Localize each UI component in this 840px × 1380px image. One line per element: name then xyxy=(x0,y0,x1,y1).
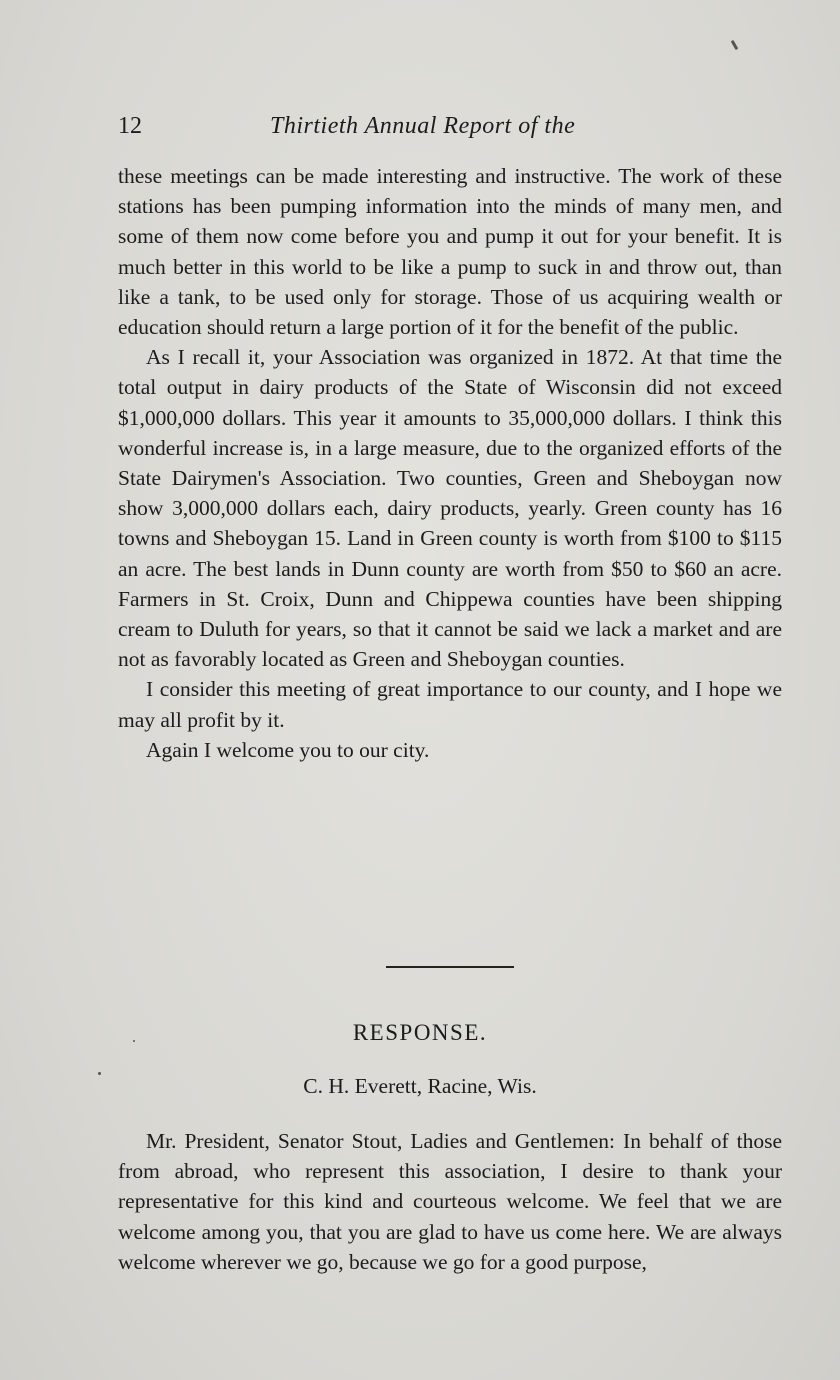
running-head xyxy=(118,108,718,144)
paragraph-4: Again I welcome you to our city. xyxy=(146,737,430,762)
body-text xyxy=(118,161,782,765)
ink-speck xyxy=(731,40,739,50)
page-number: 12 xyxy=(118,113,142,139)
section-heading: RESPONSE. xyxy=(352,1020,488,1045)
ink-speck xyxy=(98,1072,101,1075)
paragraph-2: As I recall it, your Association was organized in 1872. At that time the total output in dairy products of the State of Wisconsin did not exceed $1,000,000 dollars. This year it amounts to 35,000,000 dollars. I think this wonderful increase is, in a large measure, due to the organized efforts of the State Dairymen's Association. Two counties, Green and Sheboygan now show 3,000,000 dollars each, dairy products, yearly. Green county has 16 towns and Sheboygan 15. Land in Green county is worth from $100 to $115 an acre. The best lands in Dunn county are worth from $50 to $60 an acre. Farmers in St. Croix, Dunn and Chippewa counties have been shipping cream to Duluth for years, so that it cannot be said we lack a market and are not as favorably located as Green and Sheboygan counties. xyxy=(118,345,782,672)
response-text xyxy=(118,1126,782,1277)
byline: C. H. Everett, Racine, Wis. xyxy=(303,1074,537,1098)
paragraph-1: these meetings can be made interesting and instructive. The work of these stations has been pumping information into the minds of many men, and some of them now come before you and pump it out for your benefit. It is much better in this world to be like a pump to suck in and throw out, than like a tank, to be used only for storage. Those of us acquiring wealth or education should return a large portion of it for the benefit of the public. xyxy=(118,164,782,340)
paragraph-3: I consider this meeting of great importance to our county, and I hope we may all profit by it. xyxy=(118,677,782,732)
running-title: Thirtieth Annual Report of the xyxy=(270,113,576,139)
ink-speck xyxy=(133,1040,135,1042)
section-divider xyxy=(386,966,514,968)
response-paragraph-1: Mr. President, Senator Stout, Ladies and Gentlemen: In behalf of those from abroad, who represent this association, I desire to thank your representative for this kind and courteous welcome. We feel that we are welcome among you, that you are glad to have us come here. We are always welcome wherever we go, because we go for a good purpose, xyxy=(118,1129,782,1274)
